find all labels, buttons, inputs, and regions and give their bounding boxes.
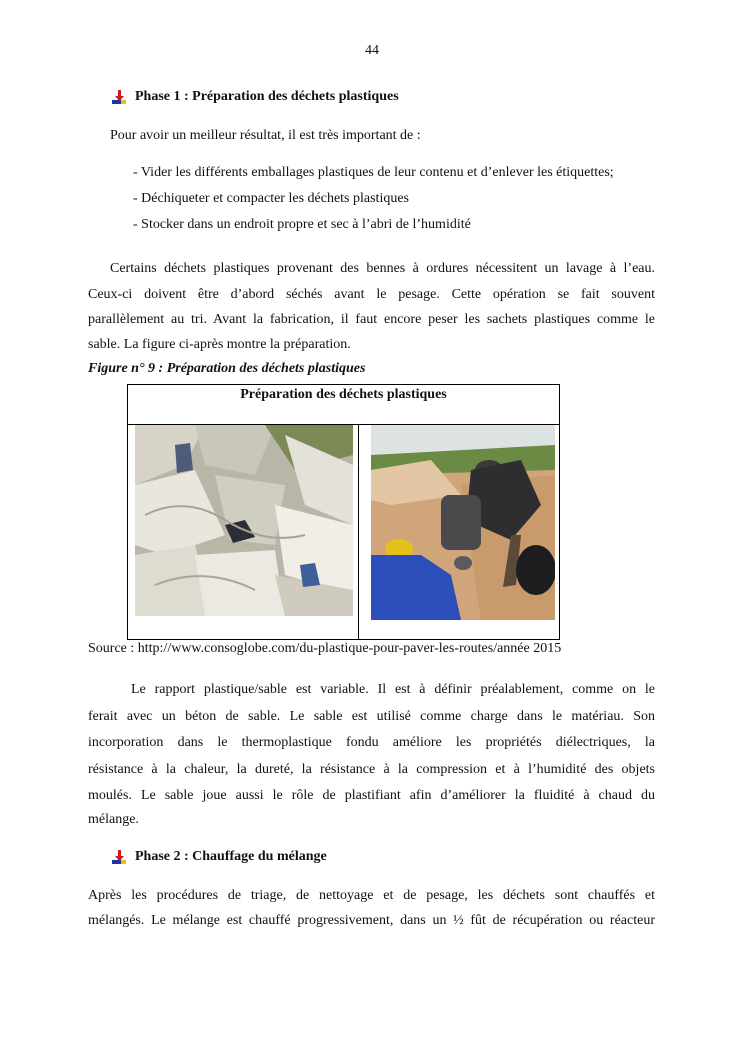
figure-table-divider [358, 425, 359, 640]
list-item: - Stocker dans un endroit propre et sec à l’abri de l’humidité [133, 217, 471, 232]
bullet-arrow-icon [112, 850, 126, 864]
paragraph-line: parallèlement au tri. Avant la fabrication, il faut encore peser les sachets plastiques comme le [88, 312, 655, 327]
phase2-heading-text: Phase 2 : Chauffage du mélange [135, 849, 327, 864]
workers-preparing-image [371, 425, 555, 620]
plastic-waste-image [135, 425, 353, 616]
figure-table-header: Préparation des déchets plastiques [128, 385, 559, 425]
figure-caption: Figure n° 9 : Préparation des déchets plastiques [88, 361, 366, 376]
page-number: 44 [365, 43, 379, 58]
phase2-heading [112, 849, 327, 865]
paragraph-line: Le rapport plastique/sable est variable. Il est à définir préalablement, comme on le [131, 682, 655, 697]
list-item: - Déchiqueter et compacter les déchets plastiques [133, 191, 409, 206]
bullet-arrow-icon [112, 90, 126, 104]
phase1-intro: Pour avoir un meilleur résultat, il est très important de : [110, 128, 421, 143]
paragraph-line: moulés. Le sable joue aussi le rôle de plastifiant afin d’améliorer la fluidité à chaud du [88, 788, 655, 803]
list-item: - Vider les différents emballages plastiques de leur contenu et d’enlever les étiquettes; [133, 165, 614, 180]
paragraph-line: incorporation dans le thermoplastique fondu améliore les propriétés diélectriques, la [88, 735, 655, 750]
paragraph-line: Certains déchets plastiques provenant des bennes à ordures nécessitent un lavage à l’eau. [110, 261, 655, 276]
paragraph-line: Ceux-ci doivent être d’abord séchés avant le pesage. Cette opération se fait souvent [88, 287, 655, 302]
phase1-heading [112, 89, 399, 105]
paragraph-line: sable. La figure ci-après montre la préparation. [88, 337, 351, 352]
phase1-heading-text: Phase 1 : Préparation des déchets plastiques [135, 89, 399, 104]
figure-source: Source : http://www.consoglobe.com/du-plastique-pour-paver-les-routes/année 2015 [88, 641, 562, 656]
paragraph-line: Après les procédures de triage, de nettoyage et de pesage, les déchets sont chauffés et [88, 888, 655, 903]
plastic-waste-photo [135, 425, 353, 616]
paragraph-line: mélangés. Le mélange est chauffé progressivement, dans un ½ fût de récupération ou réacteur [88, 913, 655, 928]
paragraph-line: ferait avec un béton de sable. Le sable est utilisé comme charge dans le matériau. Son [88, 709, 655, 724]
paragraph-line: résistance à la chaleur, la dureté, la résistance à la compression et à l’humidité des objets [88, 762, 655, 777]
workers-preparing-photo [371, 425, 555, 620]
paragraph-line: mélange. [88, 812, 139, 827]
figure-table [127, 384, 560, 640]
